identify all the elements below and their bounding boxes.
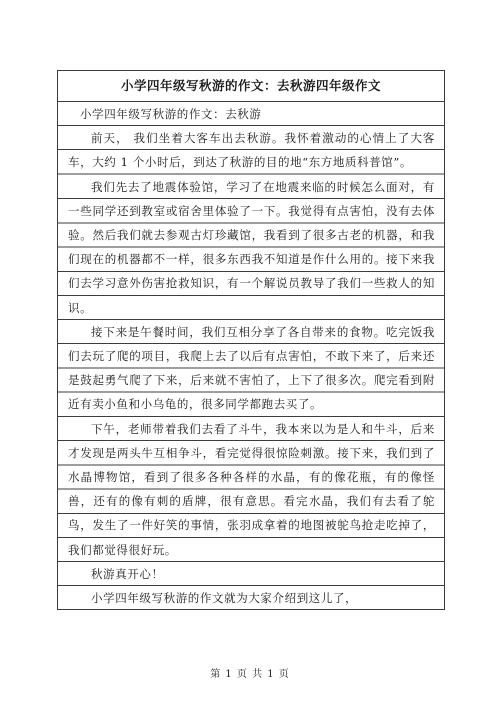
document-subtitle: 小学四年级写秋游的作文：去秋游	[58, 102, 444, 126]
paragraph: 前天， 我们坐着大客车出去秋游。我怀着激动的心情上了大客车，大约 1 个小时后，到达了秋游的目的地“东方地质科普馆”。	[58, 126, 444, 174]
paragraph: 下午，老师带着我们去看了斗牛，我本来以为是人和牛斗，后来才发现是两头牛互相争斗，看完觉得很惊险刺激。接下来，我们到了水晶博物馆，看到了很多各种各样的水晶，有的像花瓶，有的像怪兽，还有的像有刺的盾牌，很有意思。看完水晶，我们有去看了鸵鸟，发生了一件好笑的事情，张羽成拿着的地图被鸵鸟抢走吃掉了，我们都觉得很好玩。	[58, 417, 444, 562]
document-sheet	[57, 70, 445, 610]
document-title: 小学四年级写秋游的作文：去秋游四年级作文	[58, 71, 444, 102]
paragraph: 小学四年级写秋游的作文就为大家介绍到这儿了，	[58, 586, 444, 610]
paragraph: 我们先去了地震体验馆，学习了在地震来临的时候怎么面对，有一些同学还到教室或宿舍里体验了一下。我觉得有点害怕，没有去体验。然后我们就去参观古灯珍藏馆，我看到了很多古老的机器，和我们现在的机器都不一样，很多东西我不知道是作什么用的。接下来我们去学习意外伤害抢救知识，有一个解说员教导了我们一些救人的知识。	[58, 175, 444, 320]
paragraph: 接下来是午餐时间，我们互相分享了各自带来的食物。吃完饭我们去玩了爬的项目，我爬上去了以后有点害怕，不敢下来了，后来还是鼓起勇气爬了下来，后来就不害怕了，上下了很多次。爬完看到附近有卖小鱼和小乌龟的，很多同学都跑去买了。	[58, 320, 444, 417]
page-footer: 第 1 页 共 1 页	[210, 669, 290, 680]
paragraph: 秋游真开心！	[58, 562, 444, 586]
